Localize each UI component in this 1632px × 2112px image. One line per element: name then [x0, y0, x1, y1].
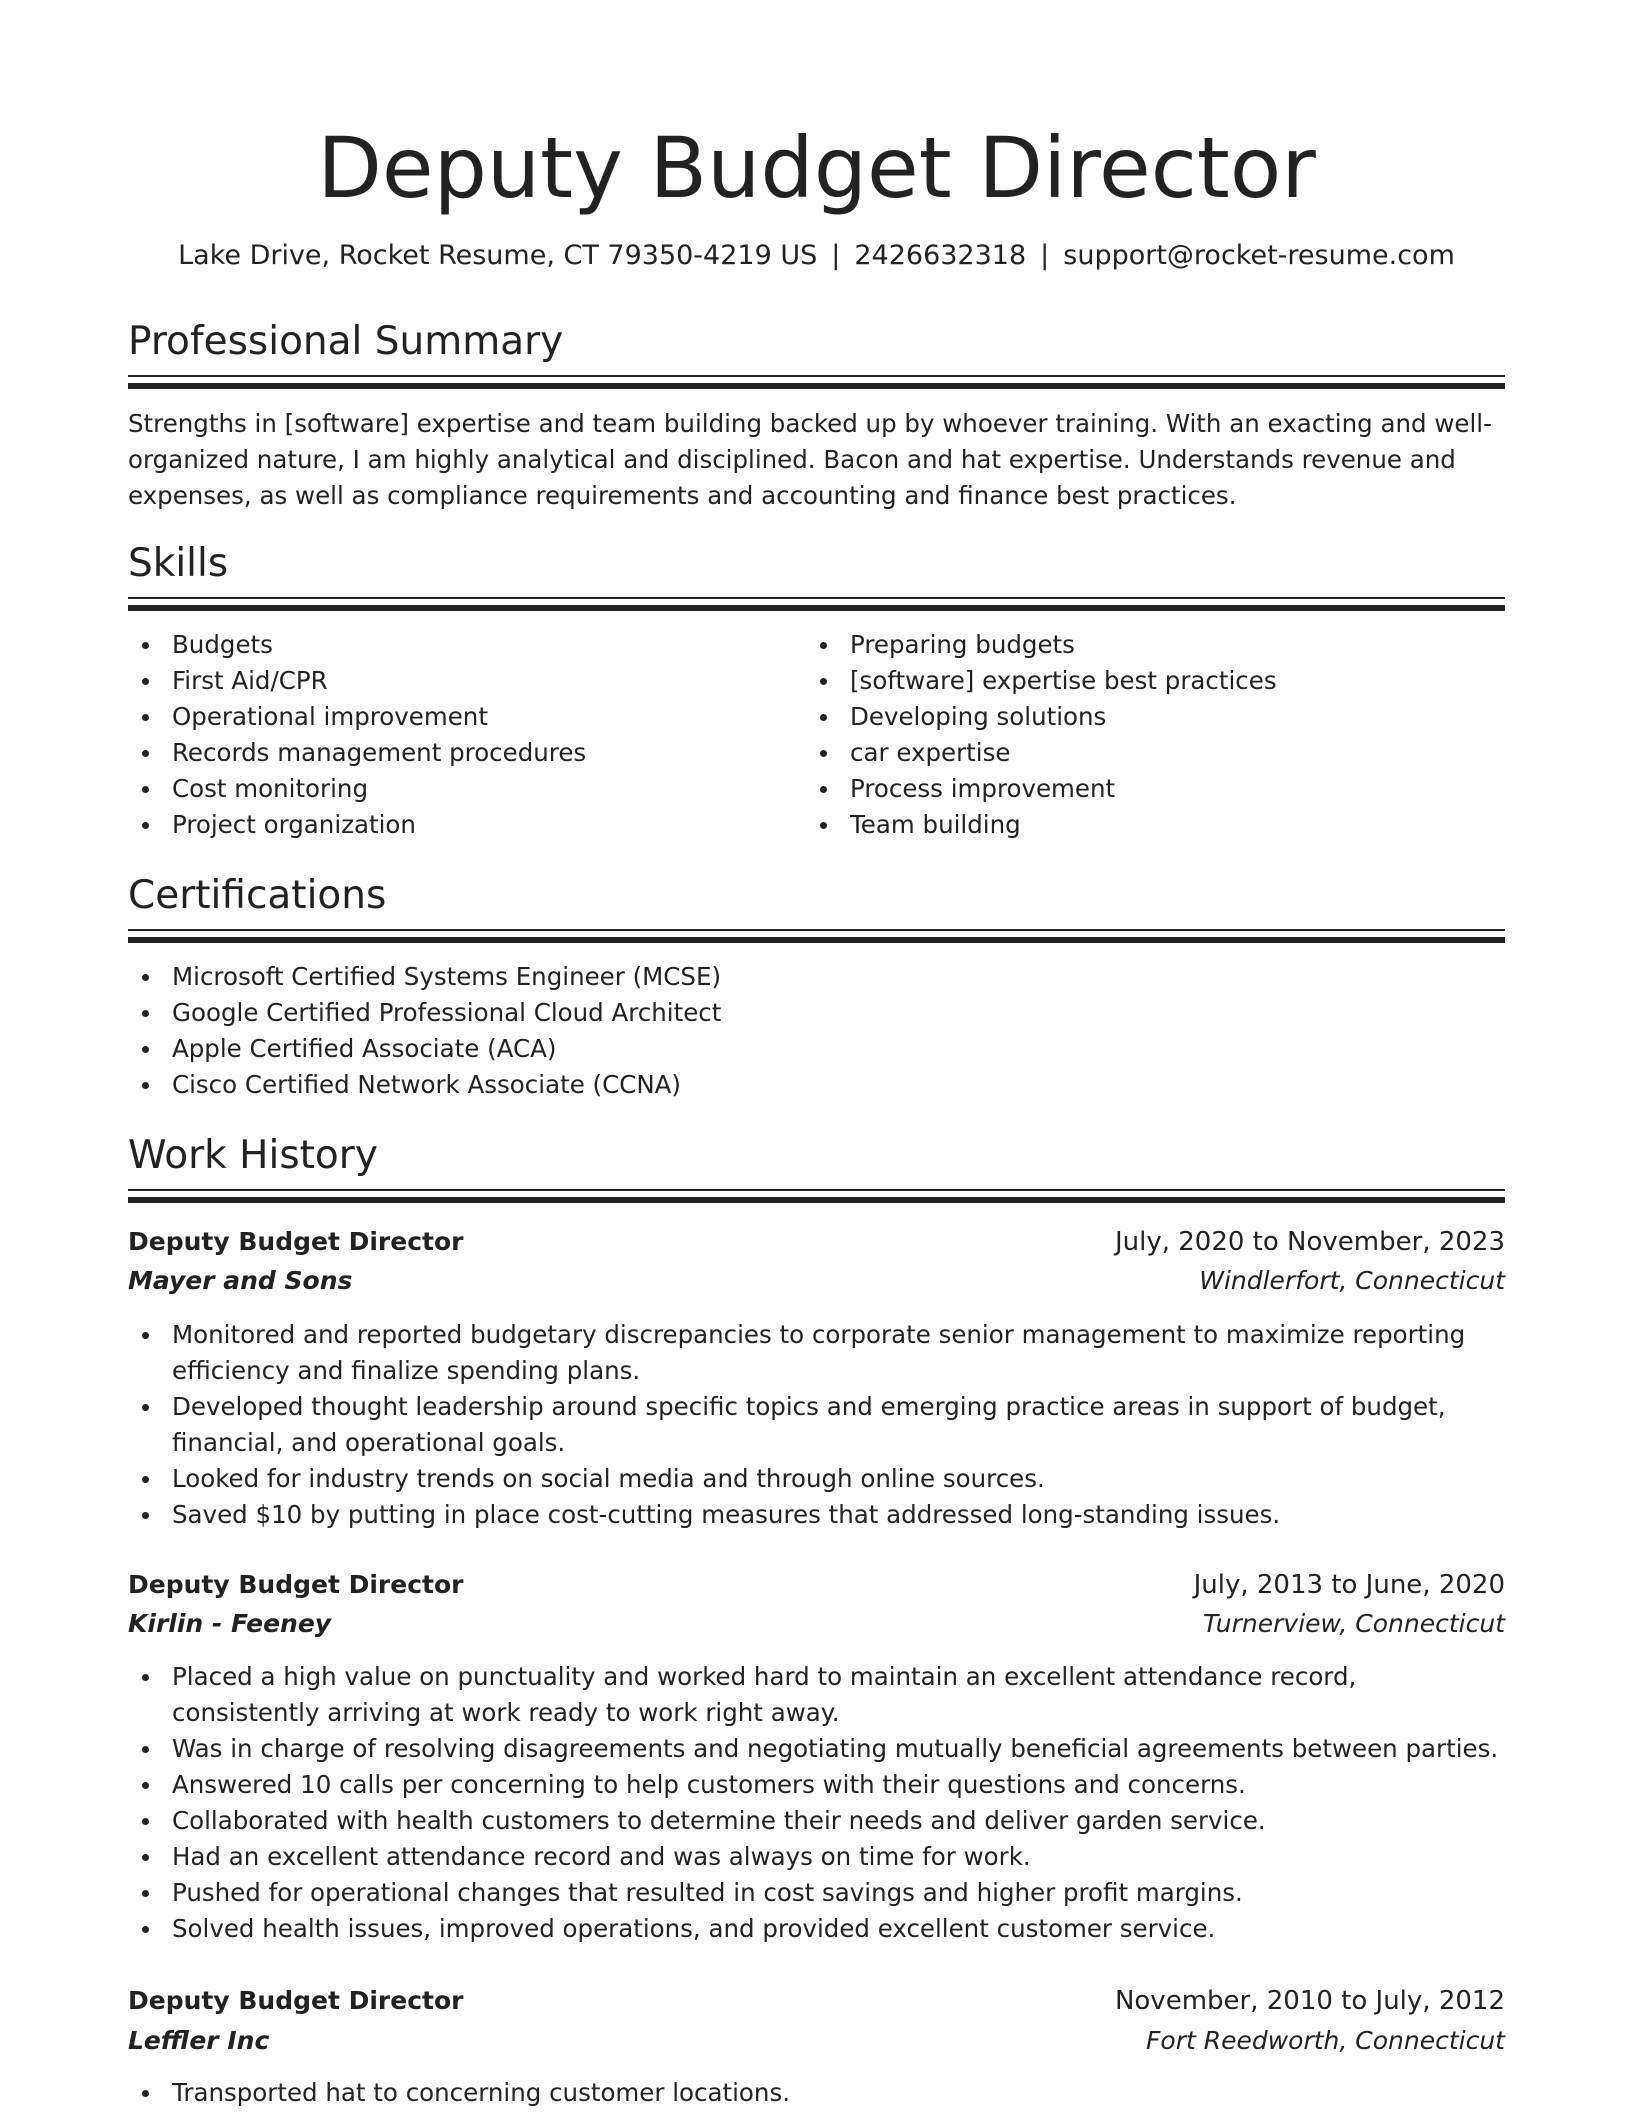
contact-address: Lake Drive, Rocket Resume, CT 79350-4219 US: [178, 240, 818, 271]
job-dates: July, 2020 to November, 2023: [1114, 1227, 1505, 1257]
summary-section: [128, 317, 1505, 367]
work-history-section: [128, 1131, 1505, 1181]
job-dates: November, 2010 to July, 2012: [1114, 1986, 1505, 2016]
job-title: Deputy Budget Director: [128, 1227, 464, 1256]
section-rule: [128, 937, 1505, 943]
job-company: Leffler Inc: [128, 2026, 270, 2055]
contact-separator: |: [1040, 240, 1050, 271]
job-location: Windlerfort, Connecticut: [1199, 1266, 1505, 1295]
job-bullet: Pushed for operational changes that resulted in cost savings and higher profit margins.: [128, 1875, 1505, 1911]
skills-list-right: [806, 627, 1505, 843]
skill-item: Project organization: [128, 807, 798, 843]
job-bullet: Collaborated with health customers to determine their needs and deliver garden service.: [128, 1803, 1505, 1839]
skill-item: Operational improvement: [128, 699, 798, 735]
job-bullet: Had an excellent attendance record and was always on time for work.: [128, 1839, 1505, 1875]
skill-item: Budgets: [128, 627, 798, 663]
skill-item: First Aid/CPR: [128, 663, 798, 699]
contact-phone: 2426632318: [854, 240, 1027, 271]
skill-item: Preparing budgets: [806, 627, 1505, 663]
skill-item: Team building: [806, 807, 1505, 843]
certifications-list: [128, 959, 1505, 1103]
section-rule: [128, 1197, 1505, 1203]
certification-item: Apple Certified Associate (ACA): [128, 1031, 1505, 1067]
section-rule: [128, 383, 1505, 389]
job-bullet: Was in charge of resolving disagreements and negotiating mutually beneficial agreements between parties.: [128, 1731, 1505, 1767]
certification-item: Cisco Certified Network Associate (CCNA): [128, 1067, 1505, 1103]
skill-item: car expertise: [806, 735, 1505, 771]
job-company: Mayer and Sons: [128, 1266, 353, 1295]
job-header: [128, 1222, 1505, 1262]
job-subheader: [128, 2021, 1505, 2061]
job-bullets: [128, 1317, 1505, 1533]
contact-separator: |: [831, 240, 841, 271]
skill-item: Cost monitoring: [128, 771, 798, 807]
job-bullets: [128, 2075, 1505, 2111]
section-rule: [128, 605, 1505, 611]
skills-list-left: [128, 627, 798, 843]
job-title: Deputy Budget Director: [128, 1570, 464, 1599]
contact-line: [128, 238, 1505, 274]
job-bullets: [128, 1659, 1505, 1947]
skill-item: Process improvement: [806, 771, 1505, 807]
job-bullet: Placed a high value on punctuality and worked hard to maintain an excellent attendance record, consistently arriving at work ready to work right away.: [128, 1659, 1505, 1731]
summary-text: Strengths in [software] expertise and team building backed up by whoever training. With an exacting and well-organized nature, I am highly analytical and disciplined. Bacon and hat expertise. Understands revenue and expenses, as well as compliance requirements and accounting and finance best practices.: [128, 409, 1492, 510]
job-header: [128, 1981, 1505, 2021]
job-dates: July, 2013 to June, 2020: [1193, 1570, 1505, 1600]
job-location: Turnerview, Connecticut: [1203, 1609, 1505, 1638]
section-title-certifications: Certifications: [128, 873, 387, 918]
job-bullet: Answered 10 calls per concerning to help customers with their questions and concerns.: [128, 1767, 1505, 1803]
skills-section: [128, 539, 1505, 589]
job-company: Kirlin - Feeney: [128, 1609, 332, 1638]
job-bullet: Saved $10 by putting in place cost-cutting measures that addressed long-standing issues.: [128, 1497, 1505, 1533]
job-bullet: Transported hat to concerning customer locations.: [128, 2075, 1505, 2111]
job-title: Deputy Budget Director: [128, 1986, 464, 2015]
job-location: Fort Reedworth, Connecticut: [1146, 2026, 1505, 2055]
job-bullet: Monitored and reported budgetary discrepancies to corporate senior management to maximize reporting efficiency and finalize spending plans.: [128, 1317, 1505, 1389]
certifications-section: [128, 871, 1505, 921]
job-bullet: Developed thought leadership around specific topics and emerging practice areas in support of budget, financial, and operational goals.: [128, 1389, 1505, 1461]
contact-email: support@rocket-resume.com: [1063, 240, 1455, 271]
skill-item: Records management procedures: [128, 735, 798, 771]
job-header: [128, 1565, 1505, 1605]
section-title-skills: Skills: [128, 541, 229, 586]
section-rule: [128, 1189, 1505, 1191]
section-rule: [128, 929, 1505, 931]
section-title-work-history: Work History: [128, 1133, 378, 1178]
section-rule: [128, 375, 1505, 377]
job-subheader: [128, 1604, 1505, 1644]
skill-item: Developing solutions: [806, 699, 1505, 735]
certification-item: Microsoft Certified Systems Engineer (MCSE): [128, 959, 1505, 995]
job-subheader: [128, 1261, 1505, 1301]
job-bullet: Solved health issues, improved operations, and provided excellent customer service.: [128, 1911, 1505, 1947]
section-title-summary: Professional Summary: [128, 319, 564, 364]
job-bullet: Looked for industry trends on social media and through online sources.: [128, 1461, 1505, 1497]
section-rule: [128, 597, 1505, 599]
resume-name: Deputy Budget Director: [317, 119, 1316, 217]
skill-item: [software] expertise best practices: [806, 663, 1505, 699]
certification-item: Google Certified Professional Cloud Architect: [128, 995, 1505, 1031]
